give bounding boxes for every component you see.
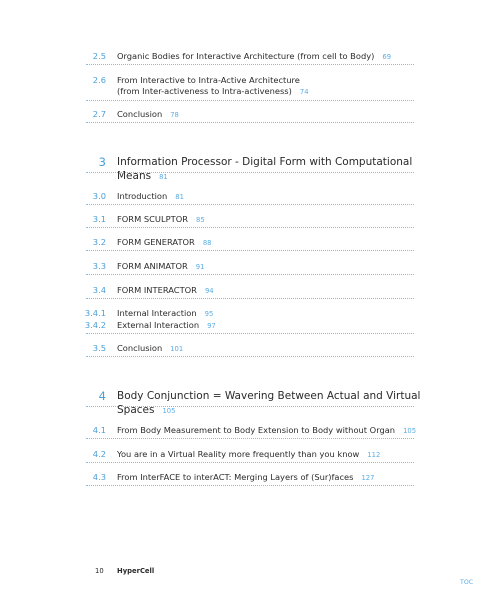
section-title-text: FORM GENERATOR [117,237,195,247]
page-number: 97 [207,322,216,330]
section-title[interactable] [117,425,417,437]
chapter-number: 4 [98,389,106,403]
section-title[interactable] [117,75,317,98]
section-number: 4.1 [92,425,106,435]
section-number: 3.1 [92,214,106,224]
page-number: 69 [382,53,392,61]
section-number: 4.3 [92,472,106,482]
chapter-number: 3 [98,155,106,169]
page-number: 94 [204,287,214,295]
page-number: 105 [162,407,176,415]
section-title-text: From Interactive to Intra-Active Architecture (from Inter-activeness to Intra-activeness) [117,75,300,96]
dotted-divider [86,100,414,101]
section-title[interactable] [117,109,417,121]
dotted-divider [86,64,414,65]
page-number: 105 [403,427,417,435]
dotted-divider [86,227,414,228]
section-title-text: Internal Interaction [117,308,197,318]
footer-page-number: 10 [95,567,104,575]
section-title[interactable] [117,308,417,320]
page-number: 74 [299,88,309,96]
page-number: 85 [196,216,205,224]
chapter-title-text: Information Processor - Digital Form with Computational Means [117,156,413,182]
section-title-text: Introduction [117,191,168,201]
section-title[interactable] [117,343,417,355]
chapter-title-text: Body Conjunction = Wavering Between Actual and Virtual Spaces [117,390,421,416]
section-number: 4.2 [92,449,106,459]
section-title-text: Organic Bodies for Interactive Architecture (from cell to Body) [117,51,375,61]
section-title-text: FORM INTERACTOR [117,285,197,295]
section-number: 3.5 [92,343,106,353]
chapter-title[interactable] [117,155,437,184]
section-title[interactable] [117,261,417,273]
section-title[interactable] [117,285,417,297]
section-title[interactable] [117,472,417,484]
section-title-text: From InterFACE to interACT: Merging Layers of (Sur)faces [117,472,354,482]
section-number: 3.3 [92,261,106,271]
section-title-text: Conclusion [117,343,163,353]
section-title-text: External Interaction [117,320,200,330]
section-number: 2.6 [92,75,106,85]
footer-book-title: HyperCell [117,567,155,575]
section-title[interactable] [117,449,417,461]
page-number: 112 [367,451,381,459]
page-number: 81 [175,193,184,201]
toc-link[interactable]: TOC [460,579,474,586]
page-number: 91 [195,263,205,271]
section-number: 2.7 [92,109,106,119]
page-number: 95 [204,310,214,318]
section-number: 3.2 [92,237,106,247]
section-title[interactable] [117,214,417,226]
section-title[interactable] [117,191,417,203]
section-title-text: Conclusion [117,109,163,119]
section-title[interactable] [117,320,417,332]
section-title-text: From Body Measurement to Body Extension to Body without Organ [117,425,396,435]
dotted-divider [86,298,414,299]
dotted-divider [86,356,414,357]
section-title-text: You are in a Virtual Reality more frequently than you know [117,449,360,459]
dotted-divider [86,462,414,463]
section-title-text: FORM ANIMATOR [117,261,188,271]
dotted-divider [86,250,414,251]
dotted-divider [86,172,414,173]
dotted-divider [86,333,414,334]
section-title-text: FORM SCULPTOR [117,214,188,224]
dotted-divider [86,485,414,486]
page-number: 88 [202,239,212,247]
page-number: 78 [170,111,179,119]
section-title[interactable] [117,237,417,249]
section-number: 3.4 [92,285,106,295]
section-number: 2.5 [92,51,106,61]
dotted-divider [86,204,414,205]
page-number: 127 [361,474,375,482]
section-number: 3.0 [92,191,106,201]
dotted-divider [86,122,414,123]
dotted-divider [86,438,414,439]
dotted-divider [86,406,414,407]
page-number: 101 [170,345,184,353]
section-number: 3.4.1 [84,308,106,318]
page-number: 81 [159,173,168,181]
dotted-divider [86,274,414,275]
chapter-title[interactable] [117,389,437,418]
section-title[interactable] [117,51,417,63]
section-number: 3.4.2 [84,320,106,330]
